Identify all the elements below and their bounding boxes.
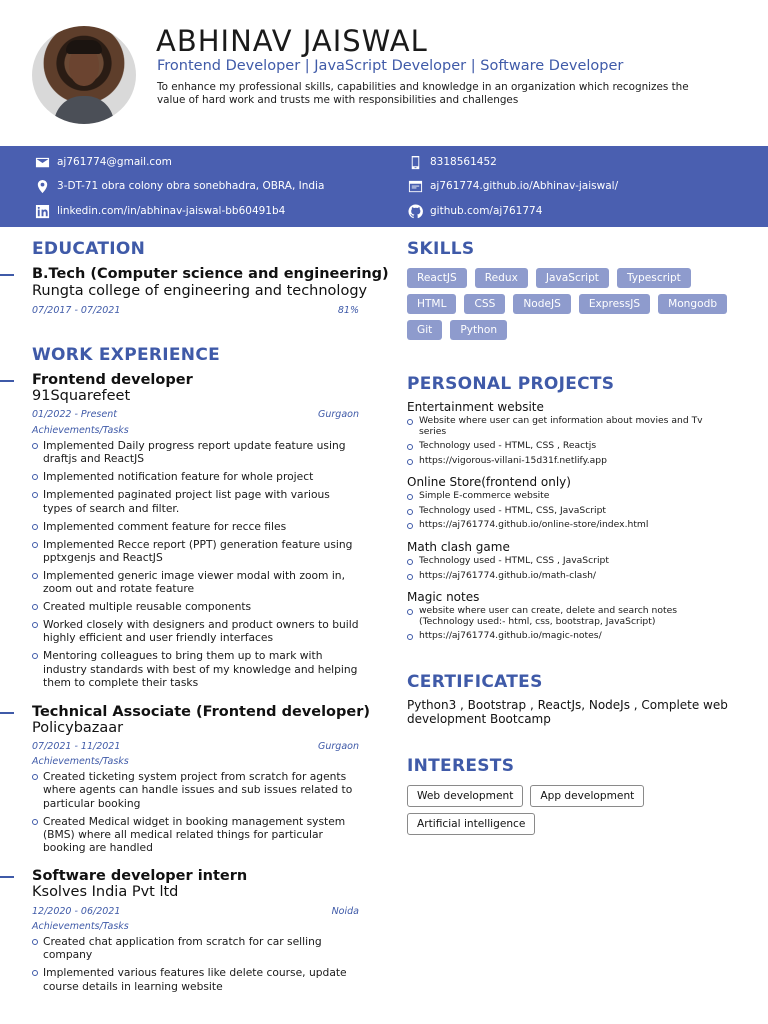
job-company: 91Squarefeet [32,388,131,404]
contact-email[interactable] [34,154,172,170]
job-dates: 07/2021 - 11/2021 [32,741,121,752]
contact-bar [0,146,768,227]
skills-list [407,268,747,340]
linkedin-icon [34,203,50,219]
job-role: Software developer intern [32,868,248,884]
address-text: 3-DT-71 obra colony obra sonebhadra, OBRA, India [57,180,325,192]
list-item: Implemented Recce report (PPT) generation feature using pptxgenjs and ReactJS [32,538,362,565]
skill-tag: ExpressJS [579,294,650,314]
project-link[interactable]: https://vigorous-villani-15d31f.netlify.app [407,456,727,467]
job-titles: Frontend Developer | JavaScript Developer | Software Developer [157,58,624,74]
timeline-marker [0,274,14,276]
contact-phone[interactable] [407,154,497,170]
project-name: Magic notes [407,590,480,604]
list-item: Mentoring colleagues to bring them up to mark with industry standards with best of my knowledge and helping them to complete their tasks [32,649,362,689]
timeline-marker [0,876,14,878]
job-company: Ksolves India Pvt ltd [32,884,179,900]
phone-text: 8318561452 [430,156,497,168]
contact-linkedin[interactable] [34,203,285,219]
contact-address [34,178,324,194]
job-location: Gurgaon [318,409,359,420]
contact-website[interactable] [407,178,618,194]
skill-tag: Typescript [617,268,691,288]
list-item: Implemented notification feature for whole project [32,470,362,483]
skill-tag: NodeJS [513,294,571,314]
list-item: Implemented comment feature for recce files [32,520,362,533]
interest-tag: App development [530,785,644,807]
contact-github[interactable] [407,203,542,219]
career-summary: To enhance my professional skills, capabilities and knowledge in an organization which recognizes the value of hard work and trusts me with responsibilities and challenges [157,81,689,106]
project-details [407,556,727,585]
website-text: aj761774.github.io/Abhinav-jaiswal/ [430,180,619,192]
job-role: Technical Associate (Frontend developer) [32,704,370,720]
school-name: Rungta college of engineering and technology [32,283,368,299]
education-heading: EDUCATION [32,239,146,259]
location-pin-icon [34,178,50,194]
linkedin-text: linkedin.com/in/abhinav-jaiswal-bb60491b4 [57,205,286,217]
list-item: Implemented generic image viewer modal with zoom in, zoom out and rotate feature [32,569,362,596]
list-item: Technology used - HTML, CSS, JavaScript [407,506,727,517]
timeline-marker [0,712,14,714]
email-text: aj761774@gmail.com [57,156,172,168]
project-details [407,606,727,646]
skill-tag: CSS [464,294,505,314]
project-link[interactable]: https://aj761774.github.io/math-clash/ [407,571,727,582]
achievements-label: Achievements/Tasks [32,425,129,436]
list-item: Worked closely with designers and product owners to build highly efficient and user friendly interfaces [32,618,362,645]
list-item: Website where user can get information about movies and Tv series [407,416,727,437]
projects-heading: PERSONAL PROJECTS [407,374,615,394]
list-item: Technology used - HTML, CSS , Reactjs [407,441,727,452]
interests-heading: INTERESTS [407,756,515,776]
github-text: github.com/aj761774 [430,205,543,217]
job-task-list [32,935,362,998]
profile-photo [32,26,136,124]
education-dates: 07/2017 - 07/2021 [32,305,121,316]
education-score: 81% [337,305,359,316]
interests-list [407,785,747,835]
list-item: website where user can create, delete and search notes (Technology used:- html, css, bootstrap, JavaScript) [407,606,727,627]
work-experience-heading: WORK EXPERIENCE [32,345,221,365]
skill-tag: ReactJS [407,268,467,288]
list-item: Technology used - HTML, CSS , JavaScript [407,556,727,567]
job-location: Gurgaon [318,741,359,752]
website-icon [407,178,423,194]
certificates-text: Python3 , Bootstrap , ReactJs, NodeJs , Complete web development Bootcamp [407,698,728,726]
achievements-label: Achievements/Tasks [32,921,129,932]
list-item: Implemented various features like delete course, update course details in learning website [32,966,362,993]
list-item: Created multiple reusable components [32,600,362,613]
job-location: Noida [331,906,359,917]
project-name: Math clash game [407,540,510,554]
job-task-list [32,439,362,694]
project-name: Entertainment website [407,400,544,414]
project-name: Online Store(frontend only) [407,475,571,489]
certificates-heading: CERTIFICATES [407,672,543,692]
skill-tag: HTML [407,294,456,314]
interest-tag: Artificial intelligence [407,813,535,835]
job-task-list [32,770,362,859]
candidate-name: ABHINAV JAISWAL [156,24,428,58]
list-item: Implemented Daily progress report update feature using draftjs and ReactJS [32,439,362,466]
list-item: Implemented paginated project list page with various types of search and filter. [32,488,362,515]
skill-tag: Python [450,320,507,340]
degree-title: B.Tech (Computer science and engineering) [32,266,389,282]
github-icon [407,203,423,219]
skills-heading: SKILLS [407,239,475,259]
skill-tag: Mongodb [658,294,727,314]
interest-tag: Web development [407,785,523,807]
job-role: Frontend developer [32,372,193,388]
skill-tag: Redux [475,268,528,288]
skill-tag: JavaScript [536,268,609,288]
job-company: Policybazaar [32,720,124,736]
list-item: Created Medical widget in booking management system (BMS) where all medical related things for particular booking are handled [32,815,362,855]
skill-tag: Git [407,320,442,340]
project-details [407,491,727,535]
project-link[interactable]: https://aj761774.github.io/magic-notes/ [407,631,727,642]
job-dates: 12/2020 - 06/2021 [32,906,121,917]
timeline-marker [0,380,14,382]
project-details [407,416,727,470]
project-link[interactable]: https://aj761774.github.io/online-store/index.html [407,520,727,531]
list-item: Created ticketing system project from scratch for agents where agents can handle issues and sub issues related to particular booking [32,770,362,810]
achievements-label: Achievements/Tasks [32,756,129,767]
list-item: Created chat application from scratch for car selling company [32,935,362,962]
job-dates: 01/2022 - Present [32,409,117,420]
envelope-icon [34,154,50,170]
phone-icon [407,154,423,170]
list-item: Simple E-commerce website [407,491,727,502]
